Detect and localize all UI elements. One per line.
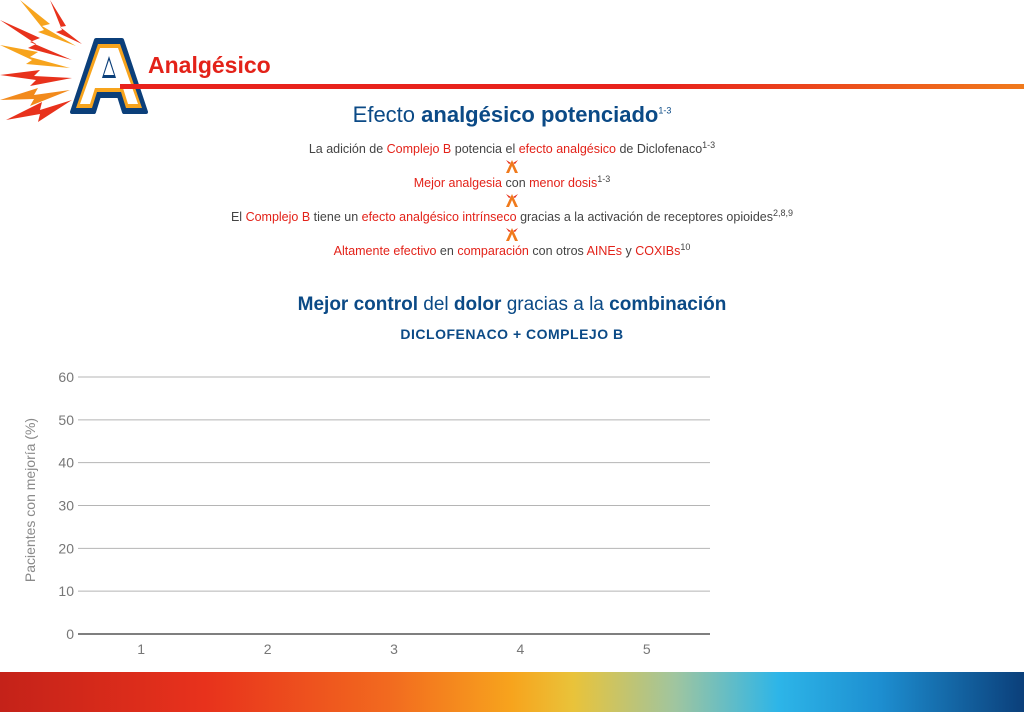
line-4-reference: 10 (680, 241, 691, 252)
line-3-part-4: efecto analgésico intrínseco (361, 210, 517, 224)
line-4-part-7: COXIBs (635, 244, 681, 258)
y-axis-label: Pacientes con mejoría (%) (22, 417, 38, 583)
line-2-part-1: Mejor analgesia (413, 176, 503, 190)
line-1-part-2: Complejo B (386, 142, 452, 156)
line-2-part-3: menor dosis (529, 176, 598, 190)
line-4-part-1: Altamente efectivo (333, 244, 437, 258)
y-tick-label: 40 (58, 454, 74, 471)
main-title-prefix: Efecto (352, 102, 416, 127)
statement-line-1 (0, 139, 1024, 156)
chart-title-part-4: gracias a la (501, 294, 610, 315)
y-tick-label: 20 (58, 540, 74, 557)
main-title-reference: 1-3 (658, 105, 672, 116)
x-tick-label: 1 (137, 641, 146, 657)
line-1-reference: 1-3 (702, 139, 716, 150)
line-1-part-4: efecto analgésico (518, 142, 616, 156)
line-1-part-3: potencia el (451, 142, 519, 156)
chart-grid (78, 377, 710, 634)
y-tick-label: 50 (58, 411, 74, 428)
chart-title-part-5: combinación (609, 294, 727, 315)
line-2-reference: 1-3 (597, 173, 611, 184)
section-title: Analgésico (148, 52, 271, 78)
y-axis-ticks (58, 369, 74, 642)
statement-line-2 (0, 173, 1024, 190)
chart-title-part-2: del (418, 294, 454, 315)
separator-a-icon (0, 228, 1024, 242)
y-tick-label: 30 (58, 497, 74, 514)
y-tick-label: 10 (58, 583, 74, 600)
y-tick-label: 0 (66, 626, 74, 642)
main-title-bold: analgésico potenciado (421, 102, 659, 127)
chart-title-part-1: Mejor control (297, 294, 418, 315)
statement-line-4 (0, 241, 1024, 258)
x-tick-label: 2 (263, 641, 272, 657)
x-tick-label: 3 (390, 641, 398, 657)
y-tick-label: 60 (58, 369, 74, 385)
main-title (0, 102, 1024, 128)
line-4-part-3: comparación (457, 244, 529, 258)
x-tick-label: 4 (516, 641, 525, 657)
chart (0, 350, 1024, 670)
chart-title (0, 294, 1024, 316)
line-4-part-4: con otros (528, 244, 587, 258)
line-1-part-5: de Diclofenaco (616, 142, 703, 156)
line-3-part-2: Complejo B (245, 210, 311, 224)
line-3-part-3: tiene un (310, 210, 362, 224)
chart-title-part-3: dolor (453, 294, 502, 315)
line-2-part-2: con (502, 176, 530, 190)
header-divider (120, 84, 1024, 89)
footer-gradient-bar (0, 672, 1024, 712)
line-3-reference: 2,8,9 (773, 207, 794, 218)
line-1-part-1: La adición de (308, 142, 387, 156)
line-4-part-5: AINEs (586, 244, 623, 258)
line-4-part-2: en (436, 244, 458, 258)
x-tick-label: 5 (642, 641, 651, 657)
line-3-part-1: El (230, 210, 246, 224)
separator-a-icon (0, 160, 1024, 174)
chart-subtitle: DICLOFENACO + COMPLEJO B (400, 326, 624, 342)
line-4-part-6: y (622, 244, 636, 258)
line-3-part-5: gracias a la activación de receptores opioides (516, 210, 773, 224)
statement-line-3 (0, 207, 1024, 224)
x-axis-ticks (137, 641, 651, 657)
separator-a-icon (0, 194, 1024, 208)
